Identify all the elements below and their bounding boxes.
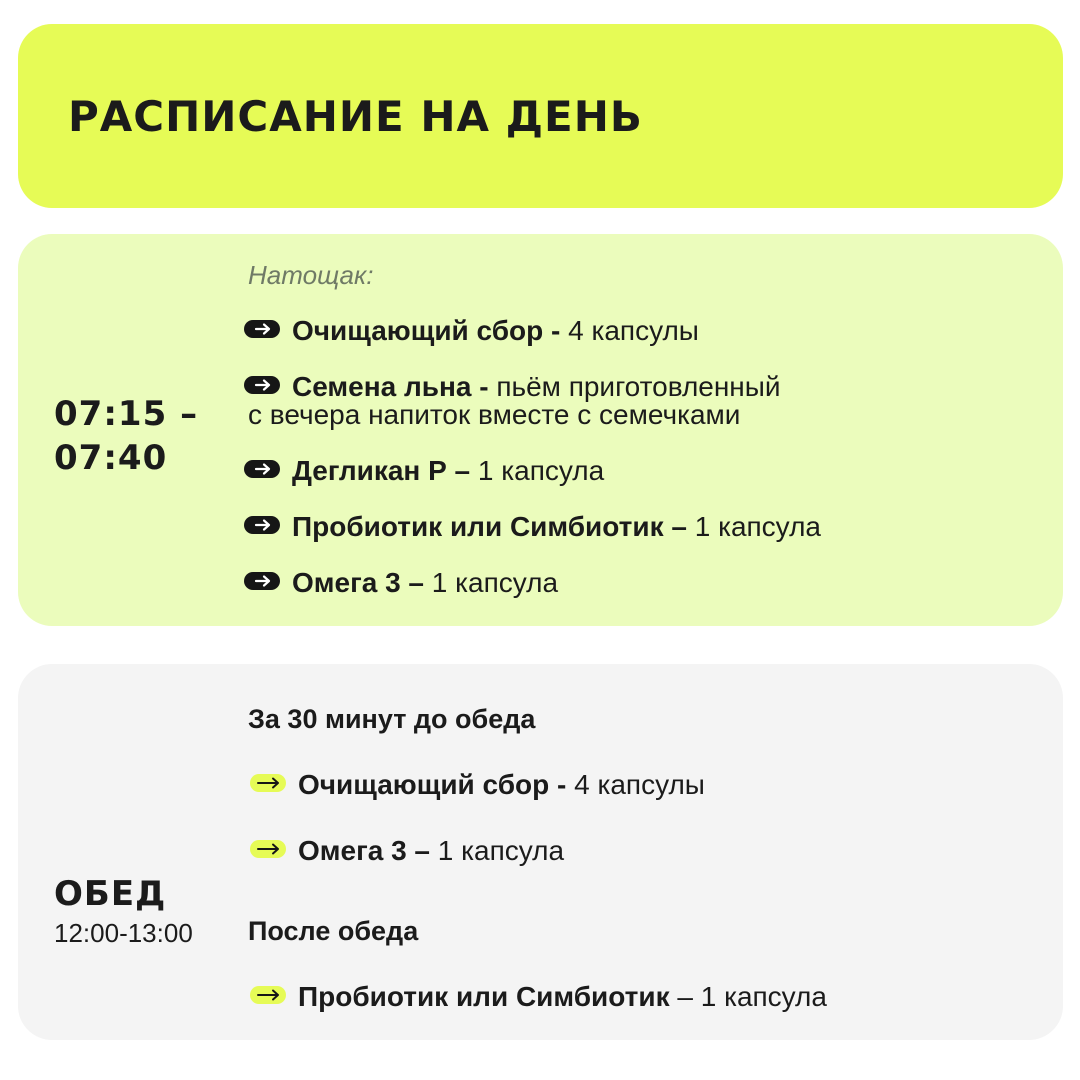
item-name: Очищающий сбор -	[298, 769, 567, 800]
list-item	[250, 770, 705, 800]
morning-time-start: 07:15 –	[54, 394, 199, 434]
item-dose: 1 капсула	[430, 835, 565, 866]
arrow-right-icon	[244, 572, 280, 590]
item-name: Омега 3 –	[298, 835, 431, 866]
lunch-title: ОБЕД	[54, 874, 167, 914]
after-lunch-subtitle: После обеда	[248, 916, 419, 946]
morning-time-end: 07:40	[54, 438, 168, 478]
arrow-right-icon	[244, 460, 280, 478]
item-dose: 1 капсула	[424, 567, 559, 598]
lunch-time: 12:00-13:00	[54, 918, 193, 948]
arrow-right-icon	[250, 774, 286, 792]
item-dose: 4 капсулы	[560, 315, 699, 346]
arrow-right-icon	[244, 376, 280, 394]
morning-block	[18, 234, 1063, 626]
header-banner	[18, 24, 1063, 208]
item-dose: пьём приготовленный	[488, 371, 781, 402]
list-item	[244, 568, 558, 598]
morning-time	[54, 392, 198, 480]
item-dose: – 1 капсула	[669, 981, 827, 1012]
list-item	[250, 836, 564, 866]
arrow-right-icon	[250, 986, 286, 1004]
item-dose: 1 капсула	[686, 511, 821, 542]
item-name: Семена льна -	[292, 371, 489, 402]
arrow-right-icon	[244, 320, 280, 338]
arrow-right-icon	[250, 840, 286, 858]
list-item	[244, 316, 699, 346]
item-dose: 4 капсулы	[566, 769, 705, 800]
list-item	[244, 456, 604, 486]
list-item	[250, 982, 827, 1012]
morning-subtitle: Натощак:	[248, 260, 374, 290]
list-item	[244, 512, 821, 542]
item-continuation: с вечера напиток вместе с семечками	[248, 399, 741, 430]
item-name: Омега 3 –	[292, 567, 425, 598]
before-lunch-subtitle: За 30 минут до обеда	[248, 704, 536, 734]
lunch-block	[18, 664, 1063, 1040]
list-item	[244, 372, 781, 402]
item-name: Дегликан Р –	[292, 455, 471, 486]
item-name: Пробиотик или Симбиотик	[298, 981, 670, 1012]
item-name: Очищающий сбор -	[292, 315, 561, 346]
item-name: Пробиотик или Симбиотик –	[292, 511, 687, 542]
page-title: РАСПИСАНИЕ НА ДЕНЬ	[68, 92, 643, 141]
arrow-right-icon	[244, 516, 280, 534]
item-dose: 1 капсула	[470, 455, 605, 486]
